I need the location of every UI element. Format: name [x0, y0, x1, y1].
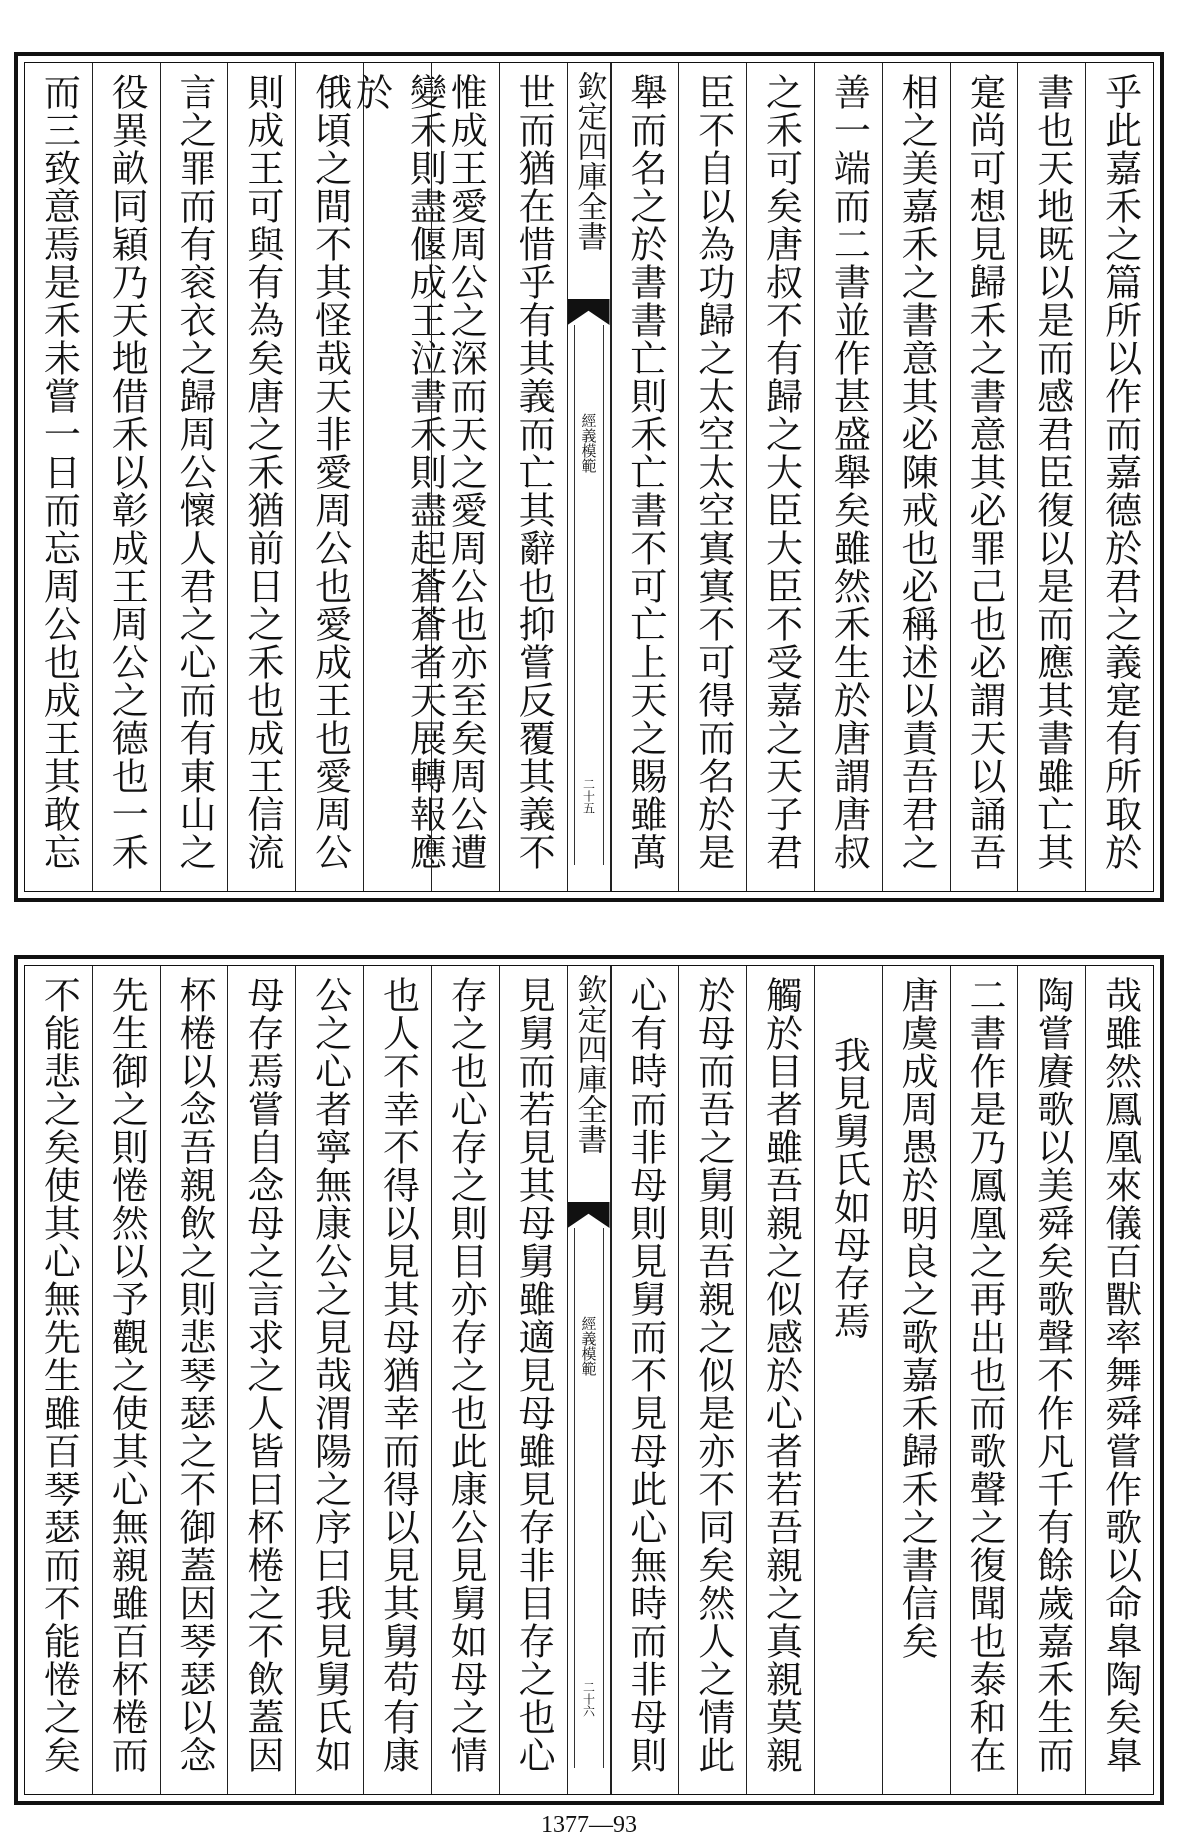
text-column: 之禾可矣唐叔不有歸之大臣大臣不受嘉之天子君: [746, 63, 814, 891]
book-title: 欽定四庫全書: [571, 71, 607, 251]
text-column: 世而猶在惜乎有其義而亡其辭也抑嘗反覆其義不: [499, 63, 567, 891]
center-fold-column: [567, 63, 611, 891]
book-title: 欽定四庫全書: [571, 974, 607, 1154]
bottom-page-columns: [25, 966, 1153, 1794]
fishtail-mark: [568, 299, 610, 325]
text-column: 二書作是乃鳳凰之再出也而歌聲之復聞也泰和在: [950, 966, 1018, 1794]
text-column: 先生御之則惓然以予觀之使其心無親雖百杯棬而: [92, 966, 160, 1794]
text-column: 公之心者寧無康公之見哉渭陽之序曰我見舅氏如: [295, 966, 363, 1794]
text-column: 書也天地既以是而感君臣復以是而應其書雖亡其: [1017, 63, 1085, 891]
fishtail-mark: [568, 1202, 610, 1228]
text-column: 臣不自以為功歸之太空太空寘寘不可得而名於是: [678, 63, 746, 891]
text-column: 母存焉嘗自念母之言求之人皆曰杯棬之不飲蓋因: [227, 966, 295, 1794]
text-column: 杯棬以念吾親飲之則悲琴瑟之不御蓋因琴瑟以念: [160, 966, 228, 1794]
text-column: 乎此嘉禾之篇所以作而嘉德於君之義寔有所取於: [1085, 63, 1153, 891]
text-column: 相之美嘉禾之書意其必陳戒也必稱述以責吾君之: [882, 63, 950, 891]
section-title: 經義模範: [579, 413, 598, 473]
text-column: 則成王可與有為矣唐之禾猶前日之禾也成王信流: [227, 63, 295, 891]
text-column: 哉雖然鳳凰來儀百獸率舞舜嘗作歌以命臯陶矣臯: [1085, 966, 1153, 1794]
text-column: 心有時而非母則見舅而不見母此心無時而非母則: [611, 966, 679, 1794]
text-column: 見舅而若見其母舅雖適見母雖見存非目存之也心: [499, 966, 567, 1794]
text-column: 觸於目者雖吾親之似感於心者若吾親之真親莫親: [746, 966, 814, 1794]
section-title: 經義模範: [579, 1316, 598, 1376]
text-column: 也人不幸不得以見其母猶幸而得以見其舅苟有康: [363, 966, 431, 1794]
text-column: 唐虞成周愚於明良之歌嘉禾歸禾之書信矣: [882, 966, 950, 1794]
folio-number: 二十六: [581, 1681, 596, 1717]
text-column: 而三致意焉是禾未嘗一日而忘周公也成王其敢忘: [37, 73, 81, 871]
text-column: 善一端而二書並作甚盛舉矣雖然禾生於唐謂唐叔: [814, 63, 882, 891]
essay-heading-column: 我見舅氏如母存焉: [814, 966, 882, 1794]
text-column: 陶嘗賡歌以美舜矣歌聲不作凡千有餘歲嘉禾生而: [1017, 966, 1085, 1794]
text-column: 於母而吾之舅則吾親之似是亦不同矣然人之情此: [678, 966, 746, 1794]
text-column: 役異畝同穎乃天地借禾以彰成王周公之德也一禾: [92, 63, 160, 891]
text-column: 言之罪而有衮衣之歸周公懷人君之心而有東山之: [160, 63, 228, 891]
center-fold-column: [567, 966, 611, 1794]
top-page-columns: [25, 63, 1153, 891]
text-column: 存之也心存之則目亦存之也此康公見舅如母之情: [431, 966, 499, 1794]
folio-number: 二十五: [581, 778, 596, 814]
top-page-frame: [24, 62, 1154, 892]
text-column: 不能悲之矣使其心無先生雖百琴瑟而不能惓之矣: [37, 976, 81, 1774]
top-page: [14, 52, 1164, 902]
text-column: 寔尚可想見歸禾之書意其必罪己也必謂天以誦吾: [950, 63, 1018, 891]
text-column: 惟成王愛周公之深而天之愛周公也亦至矣周公遭: [431, 63, 499, 891]
bottom-page: [14, 955, 1164, 1805]
text-column: 變禾則盡偃成王泣書禾則盡起蒼蒼者天展轉報應於: [363, 63, 431, 891]
text-column: 俄頃之間不其怪哉天非愛周公也愛成王也愛周公: [295, 63, 363, 891]
text-column: 舉而名之於書書亡則禾亡書不可亡上天之賜雖萬: [611, 63, 679, 891]
page-footer-number: 1377—93: [541, 1812, 637, 1838]
bottom-page-frame: [24, 965, 1154, 1795]
